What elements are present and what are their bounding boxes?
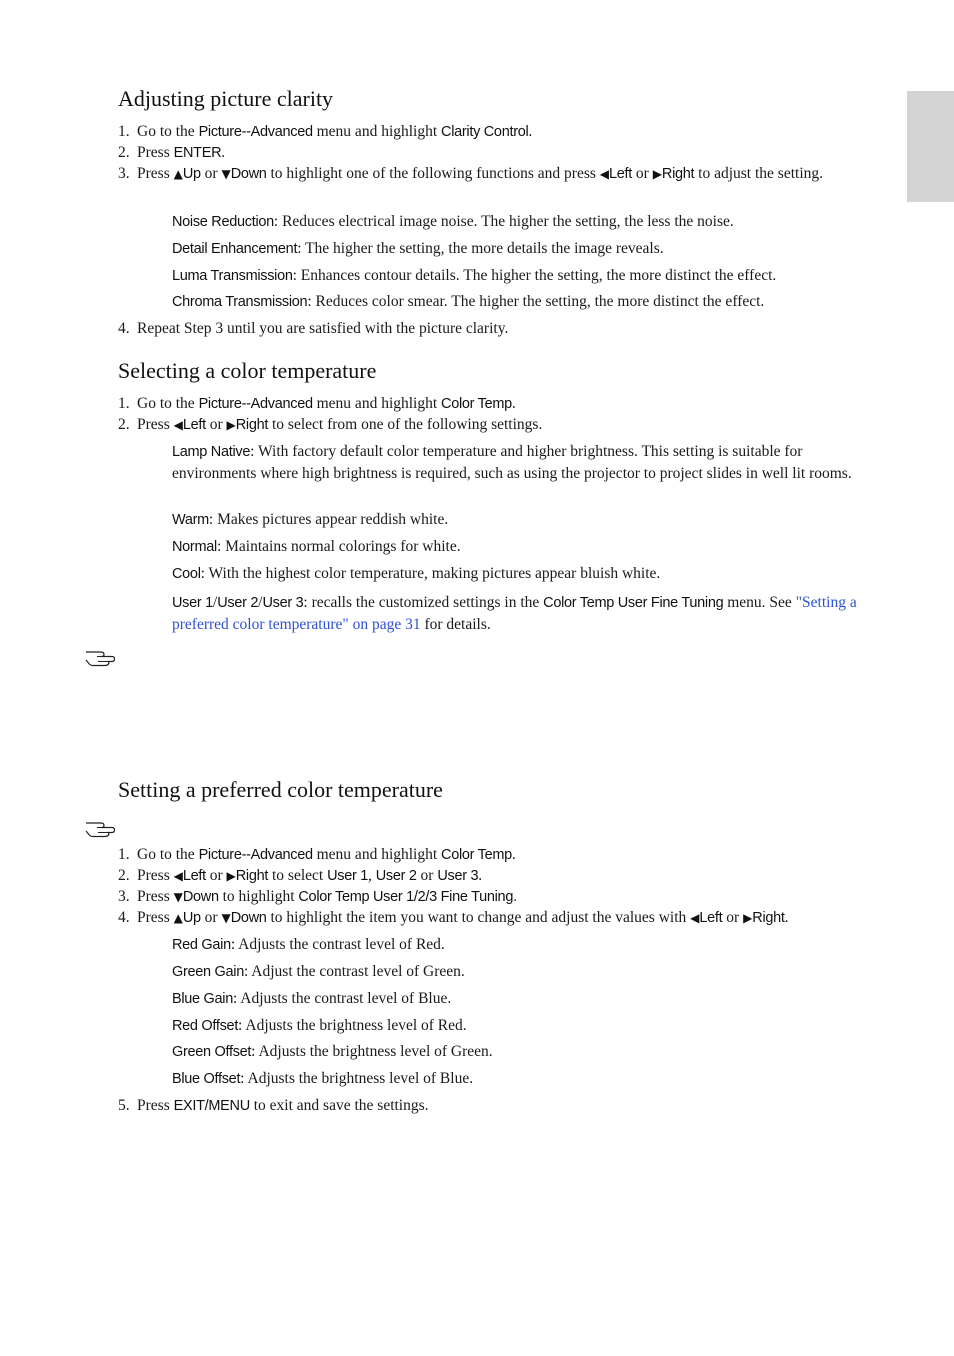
triangle-left-icon: ◀	[599, 167, 610, 181]
definition-item: Cool: With the highest color temperature, making pictures appear bluish white.	[172, 565, 661, 582]
triangle-right-icon: ▶	[226, 869, 236, 883]
definition-item: Chroma Transmission: Reduces color smear. The higher the setting, the more distinct the effect.	[172, 293, 765, 310]
triangle-down-icon: ▼	[221, 911, 231, 925]
triangle-left-icon: ◀	[173, 869, 183, 883]
definition-item: Blue Gain: Adjusts the contrast level of Blue.	[172, 990, 452, 1007]
pointing-hand-icon	[84, 645, 116, 667]
definition-item: Noise Reduction: Reduces electrical image noise. The higher the setting, the less the noise.	[172, 213, 734, 230]
definition-item: User 1/User 2/User 3: recalls the customized settings in the Color Temp User Fine Tuning menu. See "Setting a preferred color temperature" on page 31 for details.	[172, 594, 857, 633]
menu-name: Picture--Advanced	[198, 124, 313, 140]
definition-item: Warm: Makes pictures appear reddish white.	[172, 511, 449, 528]
menu-item: Clarity Control	[441, 124, 529, 140]
section-title-clarity: Adjusting picture clarity	[118, 86, 334, 111]
section-title-color-temp: Selecting a color temperature	[118, 358, 377, 383]
key-name: ENTER	[173, 145, 222, 161]
triangle-up-icon: ▲	[173, 911, 183, 925]
triangle-down-icon: ▼	[173, 890, 183, 904]
triangle-down-icon: ▼	[221, 167, 231, 181]
chapter-tab	[907, 91, 954, 202]
definition-item: Normal: Maintains normal colorings for white.	[172, 538, 461, 555]
definition-item: Green Offset: Adjusts the brightness level of Green.	[172, 1043, 493, 1060]
definition-item: Red Gain: Adjusts the contrast level of Red.	[172, 936, 445, 953]
definition-item: Red Offset: Adjusts the brightness level of Red.	[172, 1017, 467, 1034]
triangle-right-icon: ▶	[652, 167, 662, 181]
triangle-left-icon: ◀	[173, 418, 183, 432]
definition-item: Luma Transmission: Enhances contour details. The higher the setting, the more distinct the effect.	[172, 267, 777, 284]
definition-item: Detail Enhancement: The higher the setting, the more details the image reveals.	[172, 240, 664, 257]
triangle-left-icon: ◀	[690, 911, 700, 925]
definition-item: Lamp Native: With factory default color temperature and higher brightness. This setting is suitable for environments where high brightness is required, such as using the projector to project slides in well lit rooms.	[172, 443, 852, 482]
cross-reference-link[interactable]: "Setting a preferred color temperature" on page 31	[172, 594, 857, 633]
triangle-right-icon: ▶	[226, 418, 236, 432]
pointing-hand-icon	[84, 816, 116, 838]
definition-item: Blue Offset: Adjusts the brightness level of Blue.	[172, 1070, 474, 1087]
triangle-right-icon: ▶	[743, 911, 753, 925]
section-title-preferred-color-temp: Setting a preferred color temperature	[118, 777, 443, 802]
triangle-up-icon: ▲	[173, 167, 183, 181]
definition-item: Green Gain: Adjust the contrast level of Green.	[172, 963, 465, 980]
